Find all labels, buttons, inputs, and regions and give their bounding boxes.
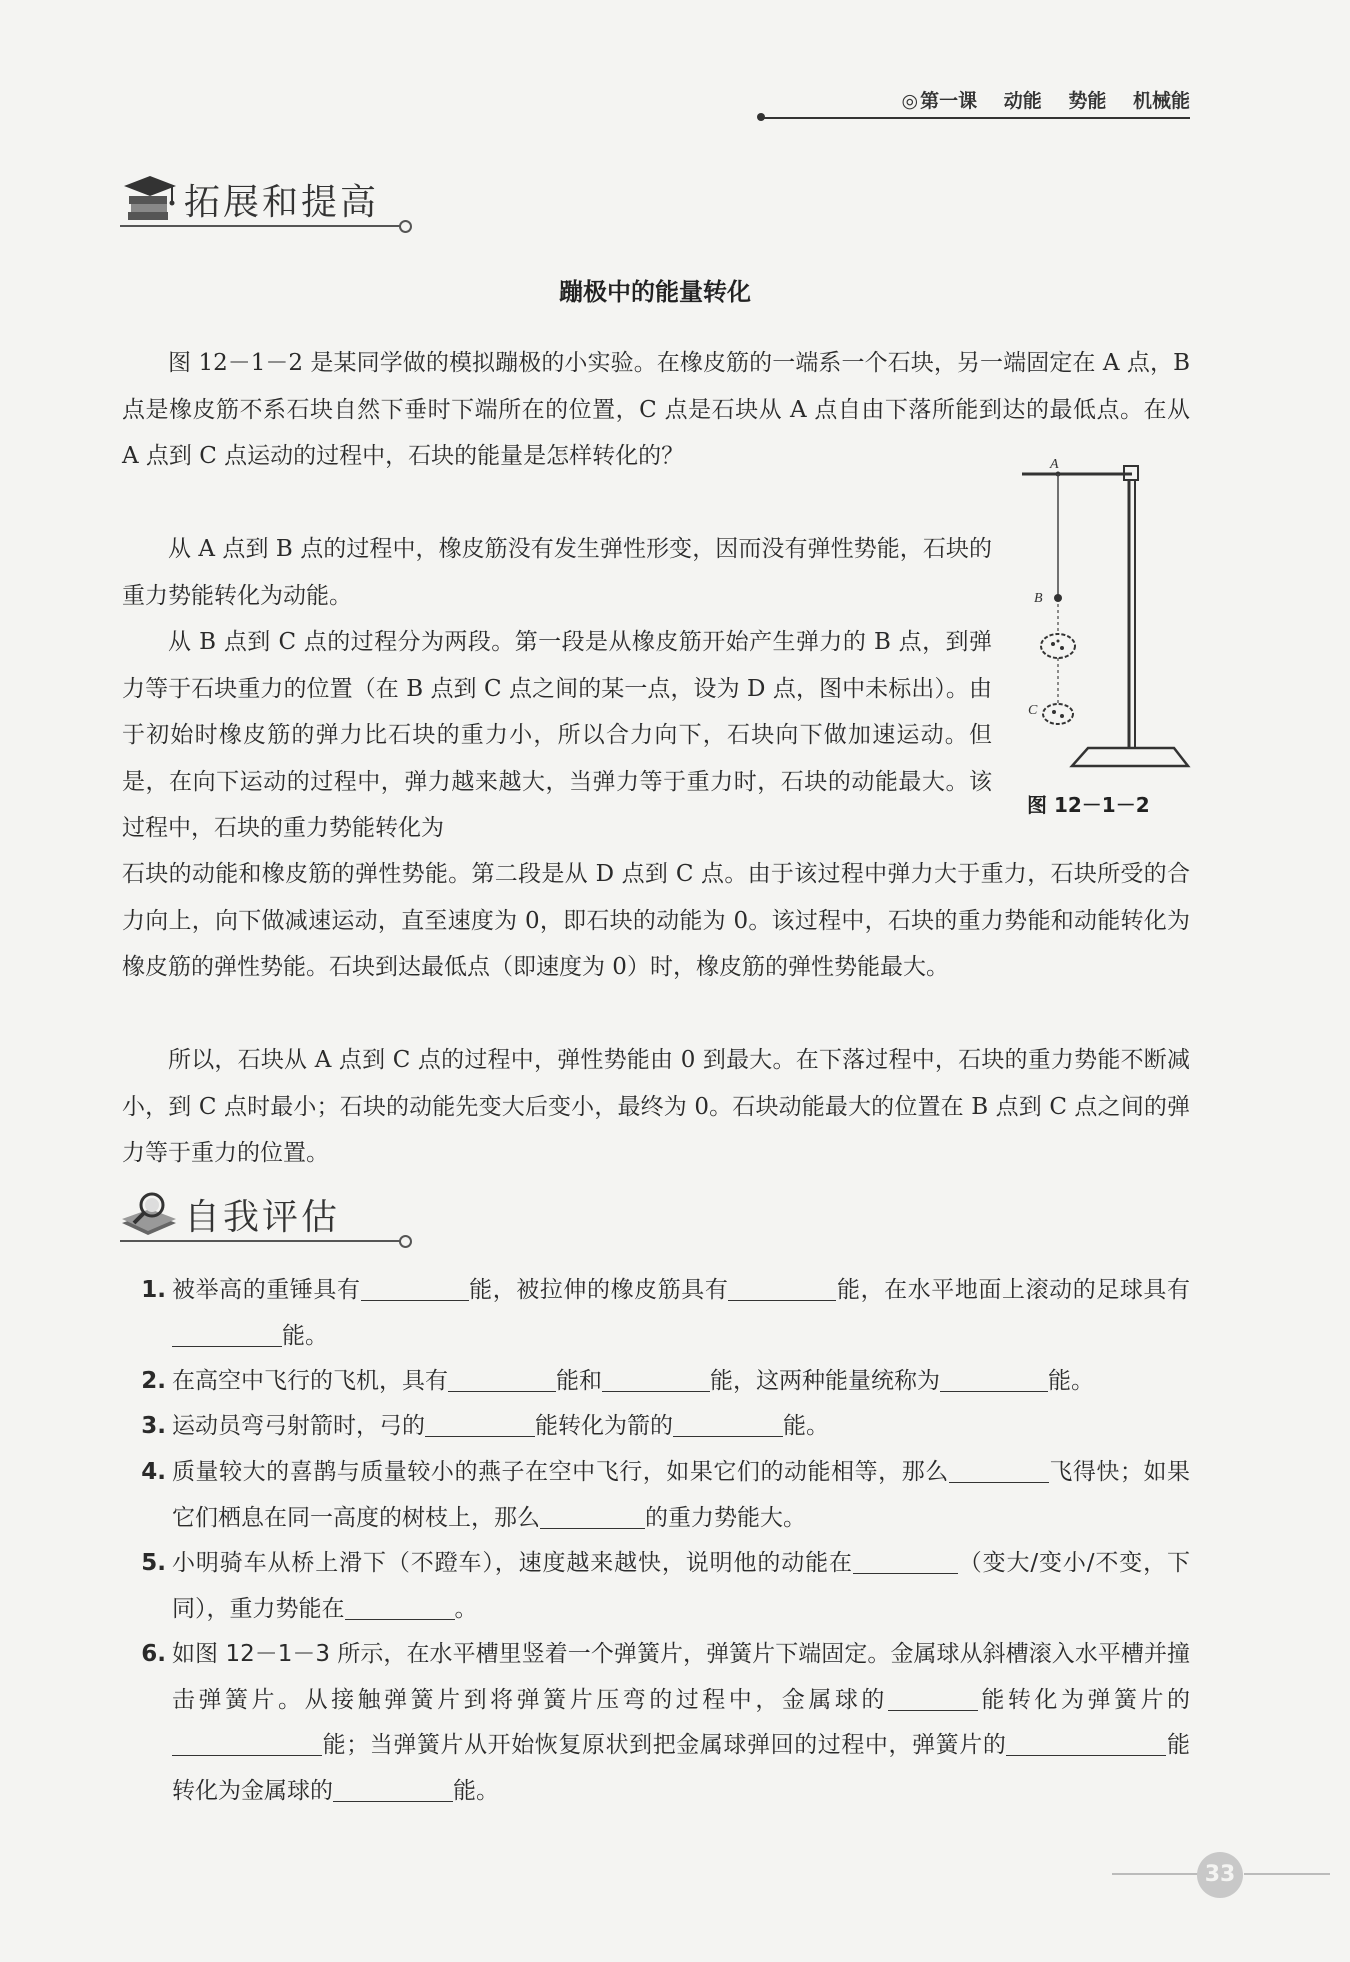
question-text: 被举高的重锤具有 (172, 1277, 361, 1303)
section-self-assessment-title: 自我评估 (184, 1197, 341, 1238)
question-text: 能。 (453, 1777, 499, 1804)
answer-blank[interactable] (540, 1500, 645, 1529)
question-4 (130, 1450, 1190, 1541)
question-3 (130, 1404, 1190, 1450)
question-text: 的重力势能大。 (645, 1504, 806, 1531)
header-rule (762, 117, 1190, 119)
section-extension-heading (120, 168, 420, 238)
header-topic-mechanical: 机械能 (1132, 90, 1190, 112)
question-text: 。 (454, 1595, 478, 1622)
section-rule-end (399, 1235, 412, 1248)
article-paragraph-3a: 从 B 点到 C 点的过程分为两段。第一段是从橡皮筋开始产生弹力的 B 点，到弹力等于石块重力的位置（在 B 点到 C 点之间的某一点，设为 D 点，图中未标出）。由于初始时橡皮筋的弹力比石块的重力小，所以合力向下，石块向下做加速运动。但是，在向下运动的过程中，弹力越来越大，当弹力等于重力时，石块的动能最大。该过程中，石块的重力势能转化为 (122, 629, 992, 841)
question-text: 能。 (783, 1413, 829, 1439)
answer-blank[interactable] (949, 1454, 1049, 1483)
question-text: 小明骑车从桥上滑下（不蹬车），速度越来越快，说明他的动能在 (172, 1550, 853, 1576)
answer-blank[interactable] (345, 1591, 455, 1620)
question-text: 飞得快；如果它们栖息在同一高度的树枝上，那么 (172, 1459, 1191, 1531)
article-paragraph-4: 所以，石块从 A 点到 C 点的过程中，弹性势能由 0 到最大。在下落过程中，石块的重力势能不断减小，到 C 点时最小；石块的动能先变大后变小，最终为 0。石块动能最大的位置在 B 点到 C 点之间的弹力等于重力的位置。 (122, 1047, 1190, 1166)
answer-blank[interactable] (673, 1408, 783, 1437)
answer-blank[interactable] (425, 1408, 535, 1437)
question-number: 1. (141, 1277, 166, 1303)
question-text: （变大/变小/不变，下同），重力势能在 (172, 1550, 1190, 1622)
section-rule (120, 225, 400, 227)
answer-blank[interactable] (728, 1272, 836, 1301)
question-text: 能转化为箭的 (535, 1413, 673, 1439)
question-text: 质量较大的喜鹊与质量较小的燕子在空中飞行，如果它们的动能相等，那么 (172, 1459, 949, 1485)
question-text: 能。 (282, 1322, 328, 1349)
graduation-cap-books-icon (120, 172, 178, 224)
question-text: 能转化为弹簧片的 (977, 1686, 1191, 1713)
figure-label-b: B (1034, 591, 1043, 606)
answer-blank[interactable] (940, 1363, 1048, 1392)
section-rule-end (399, 220, 412, 233)
article-paragraph-1: 图 12－1－2 是某同学做的模拟蹦极的小实验。在橡皮筋的一端系一个石块，另一端固定在 A 点，B 点是橡皮筋不系石块自然下垂时下端所在的位置，C 点是石块从 A 点自由下落所能到达的最低点。在从 A 点到 C 点运动的过程中，石块的能量是怎样转化的？ (122, 350, 1190, 469)
answer-blank[interactable] (602, 1363, 710, 1392)
question-text: 能，被拉伸的橡皮筋具有 (468, 1277, 729, 1303)
question-text: 如图 12－1－3 所示，在水平槽里竖着一个弹簧片，弹簧片下端固定。金属球从斜槽滚入水平槽并撞击弹簧片。从接触弹簧片到将弹簧片压弯的过程中，金属球的 (172, 1641, 1190, 1713)
question-number: 2. (141, 1368, 166, 1394)
answer-blank[interactable] (172, 1727, 322, 1756)
header-topic-potential: 势能 (1068, 90, 1107, 112)
header-topic-kinetic: 动能 (1003, 90, 1042, 112)
section-rule (120, 1240, 400, 1242)
question-5 (130, 1541, 1190, 1632)
question-text: 能；当弹簧片从开始恢复原状到把金属球弹回的过程中，弹簧片的 (322, 1732, 1007, 1758)
page-number-rule-right (1244, 1873, 1330, 1875)
question-number: 3. (141, 1413, 166, 1439)
question-number: 4. (141, 1459, 166, 1485)
question-text: 能和 (556, 1368, 602, 1394)
answer-blank[interactable] (1006, 1727, 1166, 1756)
header-lesson: ◎ 第一课 (901, 90, 977, 112)
question-text: 能，这两种能量统称为 (710, 1368, 940, 1394)
question-text: 在高空中飞行的飞机，具有 (172, 1368, 448, 1394)
question-2 (130, 1359, 1190, 1405)
article-paragraph-2: 从 A 点到 B 点的过程中，橡皮筋没有发生弹性形变，因而没有弹性势能，石块的重力势能转化为动能。 (122, 536, 992, 609)
answer-blank[interactable] (333, 1773, 453, 1802)
magnifier-book-icon (120, 1187, 178, 1239)
article-title: 蹦极中的能量转化 (559, 278, 751, 306)
question-1 (130, 1268, 1190, 1359)
question-text: 运动员弯弓射箭时，弓的 (172, 1413, 425, 1439)
answer-blank[interactable] (172, 1318, 282, 1347)
question-text: 能，在水平地面上滚动的足球具有 (836, 1277, 1191, 1303)
bungee-experiment-figure (1010, 448, 1200, 778)
question-number: 5. (141, 1550, 166, 1576)
question-6 (130, 1632, 1190, 1814)
question-text: 能。 (1048, 1368, 1094, 1394)
running-header (760, 86, 1190, 120)
page-number-rule-left (1112, 1873, 1198, 1875)
page-number: 33 (1197, 1852, 1243, 1898)
answer-blank[interactable] (361, 1272, 469, 1301)
figure-label-a: A (1050, 457, 1059, 472)
question-text: 能转化为金属球的 (172, 1732, 1191, 1804)
section-extension-title: 拓展和提高 (184, 182, 380, 223)
answer-blank[interactable] (853, 1545, 958, 1574)
question-number: 6. (141, 1641, 166, 1667)
answer-blank[interactable] (448, 1363, 556, 1392)
figure-caption: 图 12－1－2 (1027, 793, 1150, 817)
answer-blank[interactable] (888, 1682, 978, 1711)
article-paragraph-3b: 石块的动能和橡皮筋的弹性势能。第二段是从 D 点到 C 点。由于该过程中弹力大于重力，石块所受的合力向上，向下做减速运动，直至速度为 0，即石块的动能为 0。该过程中，石块的重力势能和动能转化为橡皮筋的弹性势能。石块到达最低点（即速度为 0）时，橡皮筋的弹性势能最大。 (122, 861, 1190, 980)
figure-label-c: C (1028, 703, 1038, 718)
section-self-assessment-heading (120, 1183, 420, 1253)
